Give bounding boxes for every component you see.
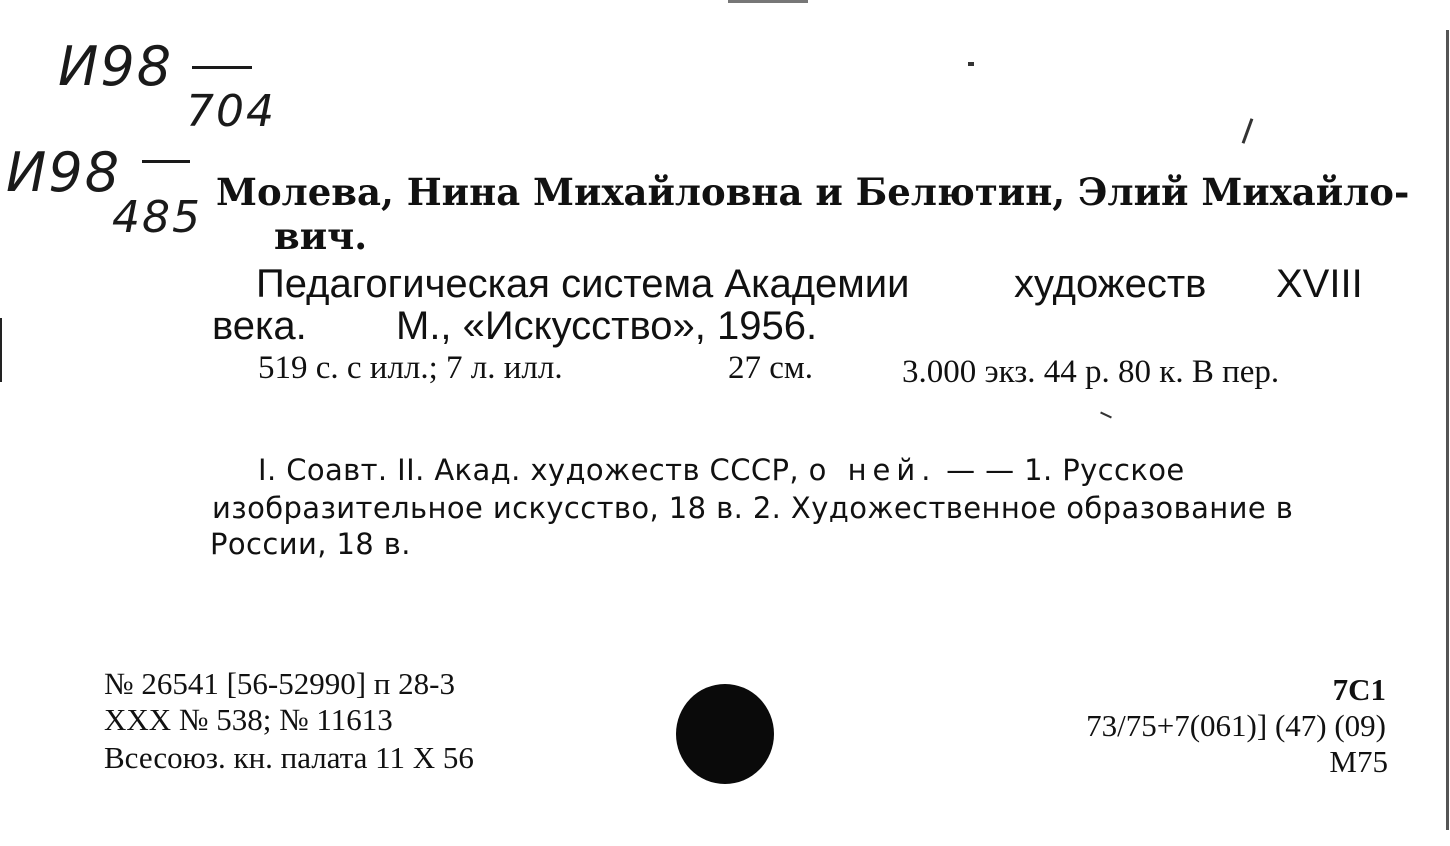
scan-speck — [968, 62, 974, 66]
collation-copies-price: 3.000 экз. 44 р. 80 к. В пер. — [902, 354, 1280, 390]
footer-right-line-1: 7С1 — [1332, 672, 1386, 707]
scan-speck — [728, 0, 808, 3]
shelfmark-1-sub: 704 — [186, 86, 276, 137]
scan-speck — [1242, 118, 1254, 143]
shelfmark-handwritten-1-sub — [186, 86, 276, 137]
author-line-1: Молева, Нина Михайловна и Белютин, Элий Михайло- — [216, 170, 1410, 214]
tracings-line-2: изобразительное искусство, 18 в. 2. Художественное образование в — [212, 491, 1294, 525]
title-line-1-a: Педагогическая система Академии — [256, 262, 910, 306]
shelfmark-1-main: И98 — [58, 35, 174, 98]
shelfmark-2-sub: 485 — [112, 192, 202, 243]
shelfmark-2-bar — [142, 160, 190, 163]
footer-right-line-2: 73/75+7(061)] (47) (09) — [1086, 708, 1386, 743]
footer-left-line-1: № 26541 [56-52990] п 28-3 — [104, 666, 455, 701]
title-line-2-b: М., «Искусство», 1956. — [396, 304, 818, 348]
tracings-line-1-a: I. Соавт. II. Акад. художеств СССР, — [258, 453, 800, 487]
card-left-edge — [0, 318, 2, 382]
footer-left-line-3: Всесоюз. кн. палата 11 X 56 — [104, 740, 474, 775]
author-line-2: вич. — [274, 214, 368, 258]
shelfmark-1-bar — [192, 66, 252, 69]
tracings-line-1-spaced: о ней. — [808, 453, 937, 487]
shelfmark-2-main: И98 — [6, 141, 122, 204]
footer-left-line-2: XXX № 538; № 11613 — [104, 702, 393, 737]
title-line-1-b: художеств — [1014, 262, 1207, 306]
title-line-1-c: XVIII — [1276, 262, 1363, 306]
title-line-2-a: века. — [212, 304, 307, 348]
tracings-line-1-b: — — 1. Русское — [946, 453, 1185, 487]
card-right-edge — [1446, 30, 1449, 830]
shelfmark-handwritten-2-sub — [112, 192, 202, 243]
shelfmark-handwritten-1 — [58, 35, 174, 98]
tracings-line-1 — [258, 453, 1185, 487]
collation-size: 27 см. — [728, 350, 814, 386]
card-punch-hole — [676, 684, 774, 784]
footer-right-line-3: М75 — [1329, 744, 1388, 779]
scan-speck — [1100, 412, 1112, 419]
collation-pages: 519 с. с илл.; 7 л. илл. — [258, 350, 563, 386]
tracings-line-3: России, 18 в. — [210, 527, 411, 561]
shelfmark-handwritten-2 — [6, 141, 122, 204]
